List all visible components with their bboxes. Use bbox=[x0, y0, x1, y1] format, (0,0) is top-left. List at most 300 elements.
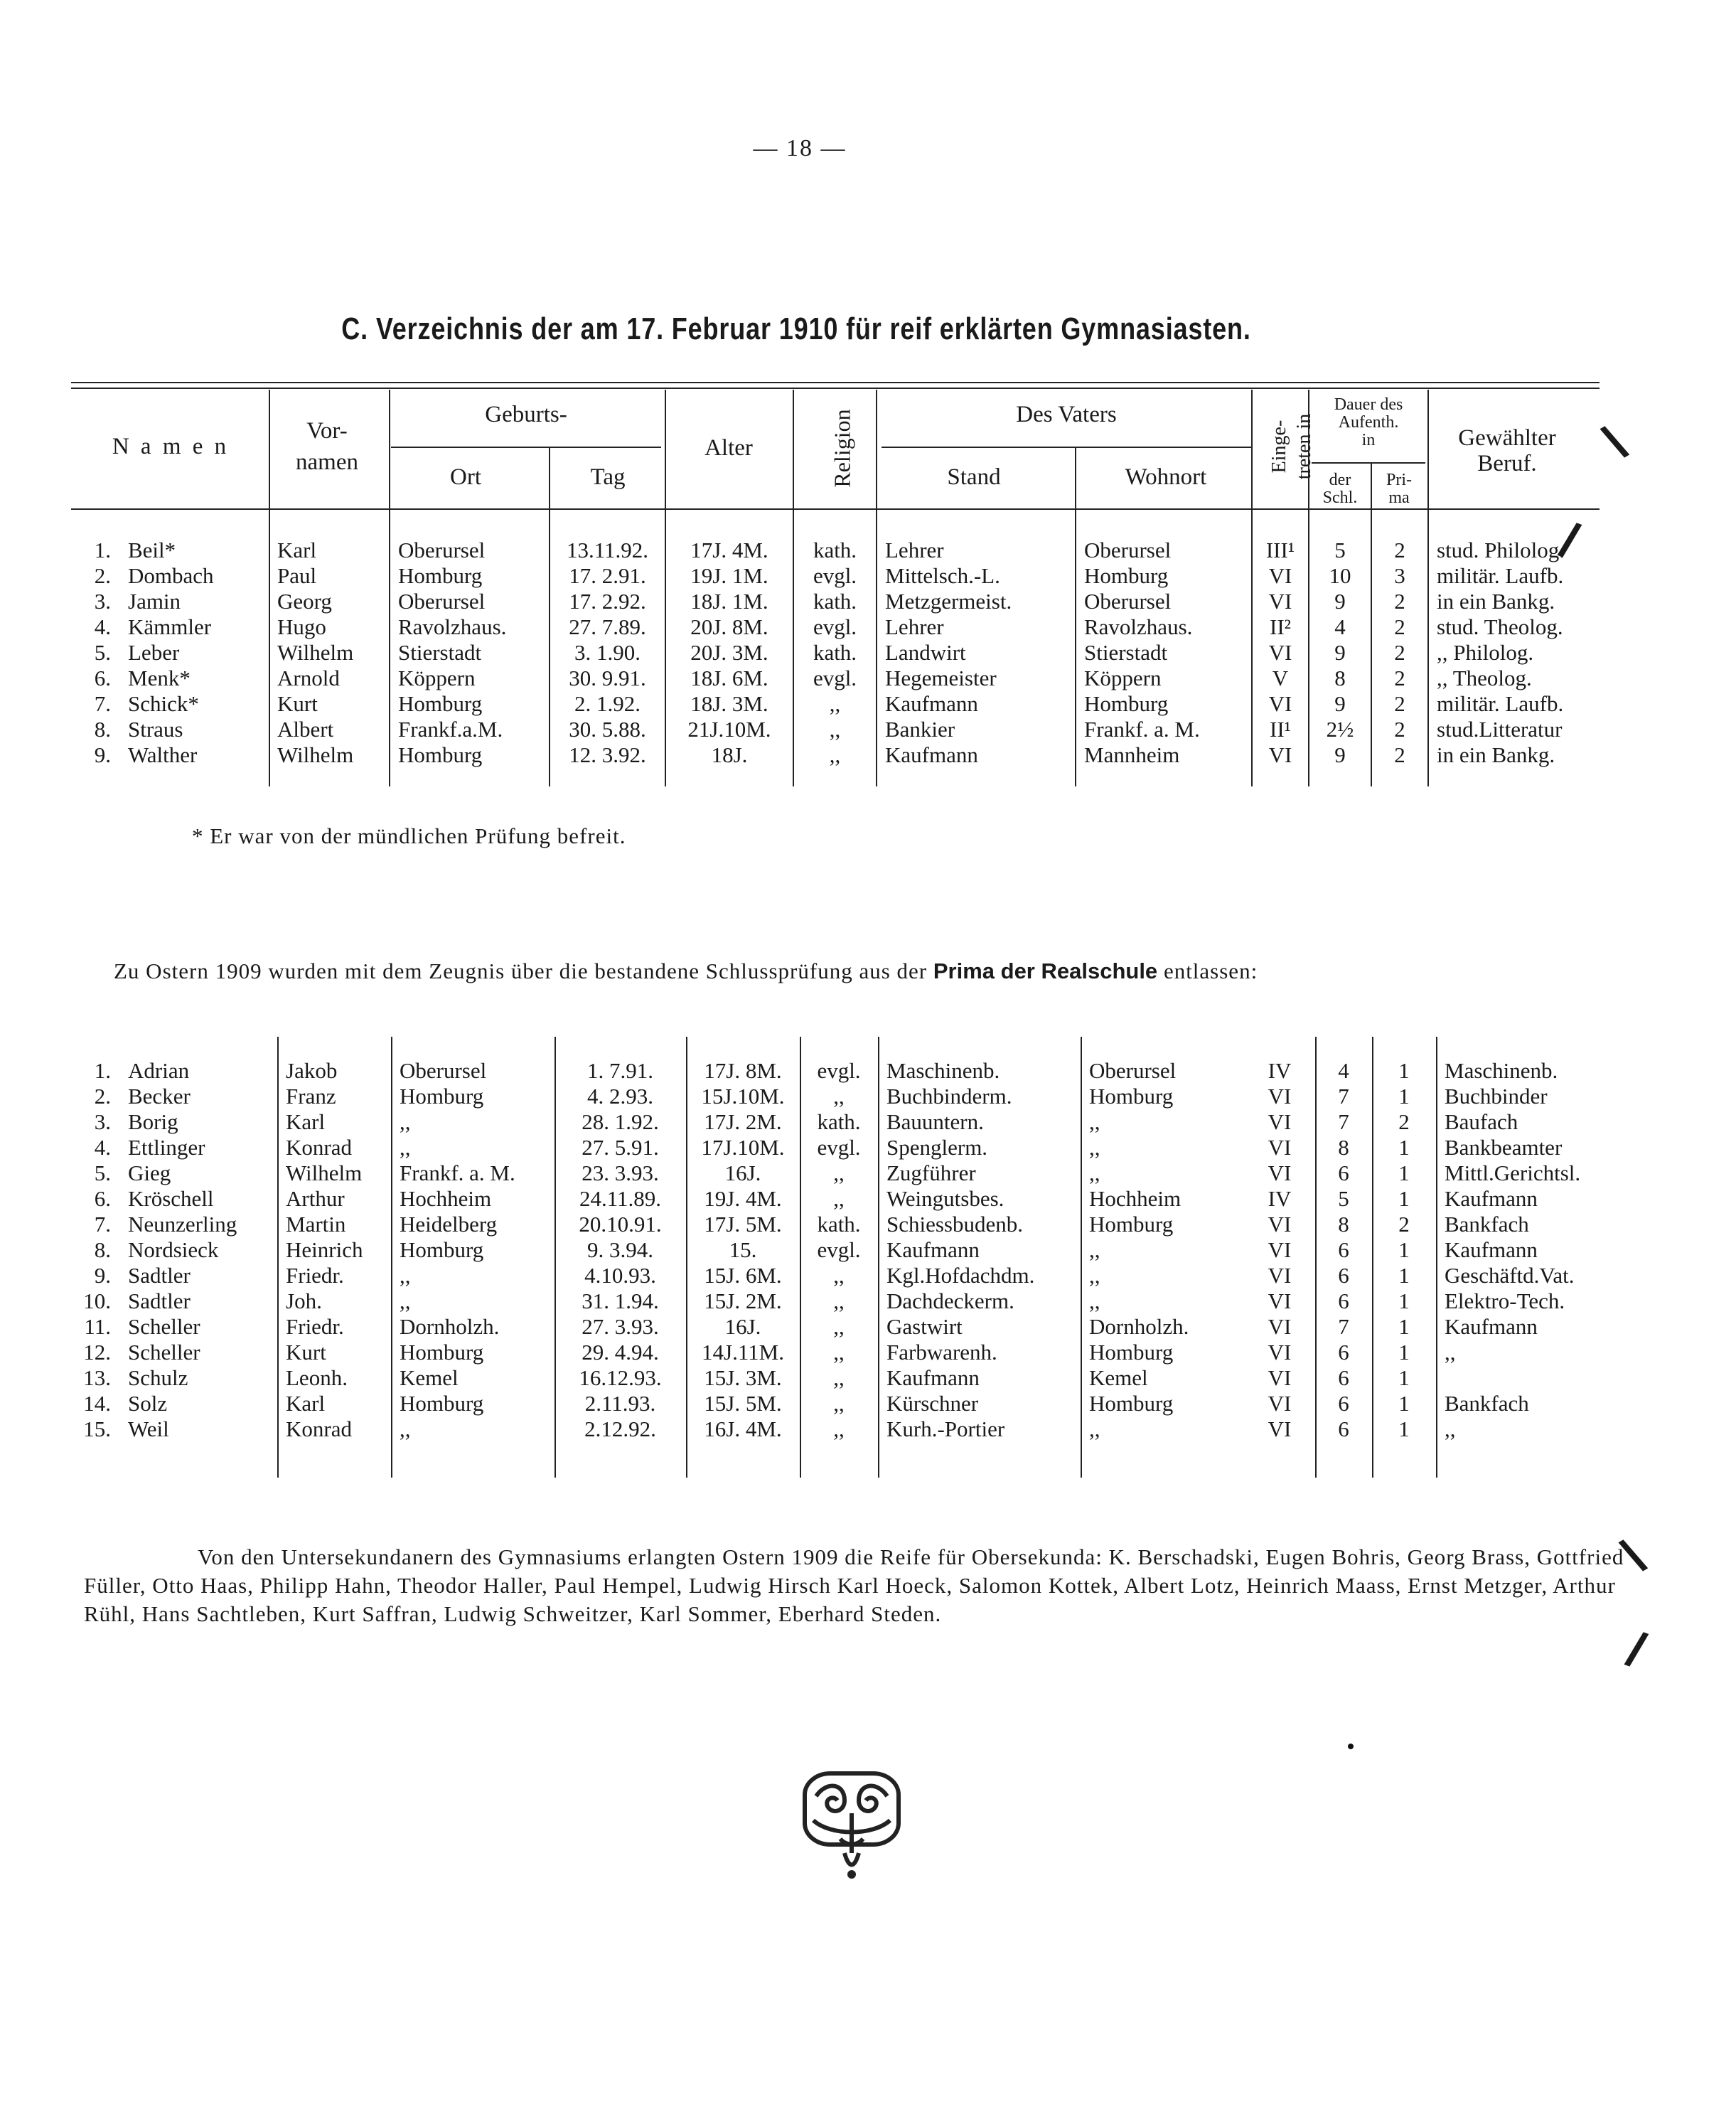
cell-name: Menk* bbox=[128, 666, 191, 690]
ostern-intro bbox=[114, 959, 1607, 984]
cell-name: Nordsieck bbox=[128, 1237, 219, 1262]
cell-alter: 15J. 5M. bbox=[704, 1391, 782, 1416]
cell-prima: 1 bbox=[1398, 1263, 1410, 1288]
cell-ort: ,, bbox=[400, 1416, 411, 1441]
cell-vorname: Karl bbox=[277, 538, 317, 562]
cell-wohnort: Frankf. a. M. bbox=[1084, 717, 1200, 742]
cell-prima: 2 bbox=[1394, 538, 1405, 562]
geburts-sub-rule bbox=[391, 447, 661, 448]
cell-name: Scheller bbox=[128, 1340, 200, 1365]
cell-vorname: Arthur bbox=[286, 1186, 345, 1211]
cell-name: Sadtler bbox=[128, 1263, 191, 1288]
header-prima-2: ma bbox=[1388, 489, 1410, 507]
cell-beruf: Geschäftd.Vat. bbox=[1445, 1263, 1575, 1288]
cell-nr: 1. bbox=[94, 1058, 111, 1083]
cell-prima: 2 bbox=[1394, 717, 1405, 742]
cell-ort: Homburg bbox=[398, 563, 483, 588]
cell-vorname: Kurt bbox=[277, 691, 318, 716]
cell-beruf: Baufach bbox=[1445, 1109, 1518, 1134]
cell-beruf: Maschinenb. bbox=[1445, 1058, 1558, 1083]
cell-nr: 3. bbox=[94, 1109, 111, 1134]
cell-alter: 16J. bbox=[724, 1314, 761, 1339]
cell-beruf: Kaufmann bbox=[1445, 1186, 1538, 1211]
cell-prima: 1 bbox=[1398, 1186, 1410, 1211]
cell-eingetreten: VI bbox=[1268, 1340, 1292, 1365]
table-row bbox=[77, 1160, 1600, 1186]
table-row bbox=[77, 666, 1599, 691]
cell-tag: 17. 2.92. bbox=[569, 589, 646, 614]
cell-eingetreten: VI bbox=[1268, 1212, 1292, 1237]
cell-beruf: ,, Philolog. bbox=[1437, 640, 1534, 665]
margin-pencil-mark: \ bbox=[1595, 415, 1635, 470]
cell-wohnort: ,, bbox=[1089, 1263, 1100, 1288]
cell-prima: 3 bbox=[1394, 563, 1405, 588]
cell-stand: Metzgermeist. bbox=[885, 589, 1012, 614]
cell-alter: 18J. bbox=[711, 742, 748, 767]
cell-nr: 6. bbox=[94, 666, 111, 690]
cell-schule: 4 bbox=[1338, 1058, 1349, 1083]
cell-vorname: Paul bbox=[277, 563, 317, 588]
ostern-intro-after: entlassen: bbox=[1157, 959, 1258, 983]
cell-tag: 1. 7.91. bbox=[587, 1058, 653, 1083]
cell-eingetreten: II² bbox=[1270, 614, 1291, 639]
cell-name: Scheller bbox=[128, 1314, 200, 1339]
cell-stand: Spenglerm. bbox=[886, 1135, 988, 1160]
cell-eingetreten: VI bbox=[1268, 1314, 1292, 1339]
cell-name: Dombach bbox=[128, 563, 214, 588]
cell-wohnort: Ravolzhaus. bbox=[1084, 614, 1193, 639]
cell-schule: 7 bbox=[1338, 1084, 1349, 1109]
cell-name: Schulz bbox=[128, 1365, 188, 1390]
cell-ort: Stierstadt bbox=[398, 640, 482, 665]
table-row bbox=[77, 1288, 1600, 1314]
cell-tag: 31. 1.94. bbox=[582, 1288, 659, 1313]
cell-wohnort: ,, bbox=[1089, 1288, 1100, 1313]
cell-eingetreten: VI bbox=[1268, 1160, 1292, 1185]
cell-vorname: Franz bbox=[286, 1084, 336, 1109]
cell-beruf: in ein Bankg. bbox=[1437, 742, 1555, 767]
header-dauer-3: in bbox=[1361, 431, 1376, 449]
cell-wohnort: ,, bbox=[1089, 1237, 1100, 1262]
cell-wohnort: Homburg bbox=[1089, 1084, 1174, 1109]
cell-wohnort: Homburg bbox=[1084, 563, 1169, 588]
cell-prima: 2 bbox=[1394, 614, 1405, 639]
cell-wohnort: Oberursel bbox=[1089, 1058, 1177, 1083]
cell-tag: 27. 7.89. bbox=[569, 614, 646, 639]
cell-nr: 11. bbox=[84, 1314, 111, 1339]
cell-religion: ,, bbox=[833, 1416, 845, 1441]
cell-eingetreten: VI bbox=[1268, 1135, 1292, 1160]
cell-prima: 2 bbox=[1394, 640, 1405, 665]
cell-schule: 9 bbox=[1334, 691, 1346, 716]
header-vornamen-1: Vor- bbox=[306, 418, 348, 444]
cell-schule: 10 bbox=[1329, 563, 1351, 588]
cell-beruf: militär. Laufb. bbox=[1437, 563, 1564, 588]
closing-paragraph bbox=[84, 1543, 1627, 1628]
cell-schule: 6 bbox=[1338, 1365, 1349, 1390]
cell-alter: 17J. 8M. bbox=[704, 1058, 782, 1083]
cell-wohnort: ,, bbox=[1089, 1109, 1100, 1134]
cell-tag: 4. 2.93. bbox=[587, 1084, 653, 1109]
cell-ort: Heidelberg bbox=[400, 1212, 498, 1237]
cell-wohnort: Stierstadt bbox=[1084, 640, 1168, 665]
ink-dot bbox=[1348, 1744, 1354, 1749]
cell-schule: 9 bbox=[1334, 640, 1346, 665]
cell-ort: Kemel bbox=[400, 1365, 459, 1390]
cell-beruf: Kaufmann bbox=[1445, 1237, 1538, 1262]
header-namen: N a m e n bbox=[112, 434, 230, 459]
cell-beruf: ,, Theolog. bbox=[1437, 666, 1532, 690]
cell-religion: ,, bbox=[833, 1084, 845, 1109]
header-prima-1: Pri- bbox=[1386, 471, 1412, 489]
cell-ort: Dornholzh. bbox=[400, 1314, 500, 1339]
cell-alter: 14J.11M. bbox=[702, 1340, 784, 1365]
header-der-schl-1: der bbox=[1329, 471, 1351, 489]
cell-name: Schick* bbox=[128, 691, 199, 716]
cell-eingetreten: VI bbox=[1268, 563, 1292, 588]
cell-alter: 15J.10M. bbox=[701, 1084, 785, 1109]
realschueler-table bbox=[77, 1058, 1600, 1442]
cell-tag: 28. 1.92. bbox=[582, 1109, 659, 1134]
cell-religion: ,, bbox=[833, 1365, 845, 1390]
cell-wohnort: Homburg bbox=[1089, 1340, 1174, 1365]
cell-religion: kath. bbox=[813, 640, 857, 665]
cell-ort: Frankf. a. M. bbox=[400, 1160, 515, 1185]
cell-stand: Kaufmann bbox=[886, 1365, 980, 1390]
cell-prima: 1 bbox=[1398, 1340, 1410, 1365]
margin-pencil-mark: \ bbox=[1613, 1528, 1654, 1584]
cell-alter: 15J. 3M. bbox=[704, 1365, 782, 1390]
cell-alter: 17J. 4M. bbox=[690, 538, 768, 562]
cell-ort: Homburg bbox=[398, 691, 483, 716]
cell-nr: 2. bbox=[94, 563, 111, 588]
cell-name: Walther bbox=[128, 742, 198, 767]
cell-religion: ,, bbox=[833, 1391, 845, 1416]
closing-paragraph-text: Von den Untersekundanern des Gymnasiums erlangten Ostern 1909 die Reife für Obersekunda: K. Berschadski, Eugen Bohris, Georg Brass, Gottfried Füller, Otto Haas, Philipp Hahn, Theodor Haller, Paul Hempel, Ludwig Hirsch Karl Hoeck, Salomon Kottek, Albert Lotz, Heinrich Maass, Ernst Metzger, Arthur Rühl, Hans Sachtleben, Kurt Saffran, Ludwig Schweitzer, Karl Sommer, Eberhard Steden. bbox=[84, 1544, 1624, 1626]
cell-religion: ,, bbox=[833, 1160, 845, 1185]
margin-pencil-mark: / bbox=[1620, 1621, 1653, 1678]
cell-wohnort: Homburg bbox=[1089, 1391, 1174, 1416]
cell-religion: kath. bbox=[817, 1212, 861, 1237]
cell-name: Adrian bbox=[128, 1058, 190, 1083]
cell-alter: 15. bbox=[729, 1237, 757, 1262]
cell-eingetreten: VI bbox=[1268, 1084, 1292, 1109]
cell-name: Borig bbox=[128, 1109, 178, 1134]
table-row bbox=[77, 563, 1599, 589]
table-top-rule bbox=[71, 382, 1600, 383]
cell-beruf: Elektro-Tech. bbox=[1445, 1288, 1565, 1313]
cell-beruf: ,, bbox=[1445, 1416, 1456, 1441]
cell-nr: 8. bbox=[94, 1237, 111, 1262]
cell-name: Kröschell bbox=[128, 1186, 214, 1211]
header-des-vaters: Des Vaters bbox=[1016, 402, 1117, 427]
cell-prima: 1 bbox=[1398, 1135, 1410, 1160]
cell-schule: 7 bbox=[1338, 1314, 1349, 1339]
cell-name: Leber bbox=[128, 640, 180, 665]
cell-tag: 20.10.91. bbox=[579, 1212, 662, 1237]
cell-schule: 8 bbox=[1338, 1135, 1349, 1160]
table-row bbox=[77, 1416, 1600, 1442]
cell-vorname: Leonh. bbox=[286, 1365, 348, 1390]
table-row bbox=[77, 589, 1599, 614]
cell-nr: 8. bbox=[94, 717, 111, 742]
cell-religion: evgl. bbox=[817, 1237, 861, 1262]
cell-name: Gieg bbox=[128, 1160, 171, 1185]
cell-nr: 5. bbox=[94, 1160, 111, 1185]
cell-wohnort: Oberursel bbox=[1084, 538, 1172, 562]
header-eingetreten-2: treten in bbox=[1293, 413, 1315, 480]
table-row bbox=[77, 717, 1599, 742]
cell-alter: 17J. 5M. bbox=[704, 1212, 782, 1237]
cell-prima: 2 bbox=[1398, 1109, 1410, 1134]
header-beruf-1: Gewählter bbox=[1458, 425, 1556, 451]
cell-tag: 27. 5.91. bbox=[582, 1135, 659, 1160]
cell-vorname: Kurt bbox=[286, 1340, 326, 1365]
cell-stand: Hegemeister bbox=[885, 666, 997, 690]
table-row bbox=[77, 1058, 1600, 1084]
cell-name: Kämmler bbox=[128, 614, 212, 639]
cell-ort: Homburg bbox=[400, 1391, 484, 1416]
cell-prima: 1 bbox=[1398, 1365, 1410, 1390]
cell-nr: 7. bbox=[94, 1212, 111, 1237]
header-dauer-2: Aufenth. bbox=[1338, 413, 1399, 432]
cell-alter: 20J. 3M. bbox=[690, 640, 768, 665]
cell-stand: Lehrer bbox=[885, 614, 944, 639]
cell-eingetreten: V bbox=[1272, 666, 1289, 690]
cell-ort: ,, bbox=[400, 1135, 411, 1160]
cell-stand: Kaufmann bbox=[885, 742, 978, 767]
cell-schule: 5 bbox=[1334, 538, 1346, 562]
cell-religion: evgl. bbox=[817, 1135, 861, 1160]
cell-beruf: Bankfach bbox=[1445, 1212, 1529, 1237]
cell-schule: 6 bbox=[1338, 1263, 1349, 1288]
cell-alter: 21J.10M. bbox=[687, 717, 771, 742]
cell-schule: 6 bbox=[1338, 1160, 1349, 1185]
gymnasiasten-table bbox=[77, 538, 1599, 768]
cell-beruf: stud.Litteratur bbox=[1437, 717, 1563, 742]
cell-prima: 1 bbox=[1398, 1288, 1410, 1313]
header-tag: Tag bbox=[590, 464, 626, 490]
cell-ort: ,, bbox=[400, 1288, 411, 1313]
cell-wohnort: Dornholzh. bbox=[1089, 1314, 1189, 1339]
cell-nr: 13. bbox=[83, 1365, 111, 1390]
cell-religion: ,, bbox=[829, 742, 841, 767]
header-vornamen-2: namen bbox=[296, 449, 358, 475]
cell-tag: 16.12.93. bbox=[579, 1365, 662, 1390]
cell-nr: 4. bbox=[94, 614, 111, 639]
cell-ort: ,, bbox=[400, 1109, 411, 1134]
cell-alter: 16J. bbox=[724, 1160, 761, 1185]
cell-prima: 2 bbox=[1394, 742, 1405, 767]
cell-alter: 19J. 1M. bbox=[690, 563, 768, 588]
margin-pencil-mark: / bbox=[1553, 512, 1586, 569]
cell-religion: ,, bbox=[833, 1288, 845, 1313]
header-geburts: Geburts- bbox=[485, 402, 567, 427]
cell-alter: 17J. 2M. bbox=[704, 1109, 782, 1134]
cell-nr: 2. bbox=[94, 1084, 111, 1109]
cell-stand: Bauuntern. bbox=[886, 1109, 984, 1134]
table-row bbox=[77, 1237, 1600, 1263]
cell-ort: Frankf.a.M. bbox=[398, 717, 503, 742]
cell-schule: 2½ bbox=[1326, 717, 1354, 742]
cell-name: Ettlinger bbox=[128, 1135, 205, 1160]
cell-religion: ,, bbox=[833, 1263, 845, 1288]
ostern-intro-before: Zu Ostern 1909 wurden mit dem Zeugnis über die bestandene Schlussprüfung aus der bbox=[114, 959, 933, 983]
cell-vorname: Friedr. bbox=[286, 1263, 344, 1288]
cell-ort: Hochheim bbox=[400, 1186, 492, 1211]
cell-wohnort: Mannheim bbox=[1084, 742, 1180, 767]
cell-prima: 2 bbox=[1394, 666, 1405, 690]
cell-schule: 6 bbox=[1338, 1237, 1349, 1262]
cell-prima: 1 bbox=[1398, 1314, 1410, 1339]
cell-wohnort: ,, bbox=[1089, 1135, 1100, 1160]
table-row bbox=[77, 1263, 1600, 1288]
cell-vorname: Joh. bbox=[286, 1288, 322, 1313]
cell-tag: 3. 1.90. bbox=[574, 640, 641, 665]
cell-stand: Bankier bbox=[885, 717, 955, 742]
cell-beruf: Bankfach bbox=[1445, 1391, 1529, 1416]
cell-tag: 4.10.93. bbox=[584, 1263, 656, 1288]
cell-alter: 16J. 4M. bbox=[704, 1416, 782, 1441]
table-row bbox=[77, 1109, 1600, 1135]
cell-tag: 2. 1.92. bbox=[574, 691, 641, 716]
cell-tag: 2.11.93. bbox=[584, 1391, 656, 1416]
cell-tag: 24.11.89. bbox=[579, 1186, 662, 1211]
cell-stand: Landwirt bbox=[885, 640, 966, 665]
page-number: — 18 — bbox=[753, 135, 847, 161]
cell-schule: 6 bbox=[1338, 1288, 1349, 1313]
cell-prima: 1 bbox=[1398, 1160, 1410, 1185]
cell-wohnort: ,, bbox=[1089, 1416, 1100, 1441]
cell-name: Straus bbox=[128, 717, 183, 742]
cell-prima: 1 bbox=[1398, 1237, 1410, 1262]
cell-schule: 6 bbox=[1338, 1340, 1349, 1365]
cell-eingetreten: VI bbox=[1268, 1263, 1292, 1288]
cell-prima: 1 bbox=[1398, 1416, 1410, 1441]
cell-religion: kath. bbox=[813, 589, 857, 614]
cell-wohnort: Homburg bbox=[1084, 691, 1169, 716]
cell-ort: Homburg bbox=[400, 1340, 484, 1365]
cell-religion: ,, bbox=[829, 691, 841, 716]
cell-religion: ,, bbox=[833, 1186, 845, 1211]
table-row bbox=[77, 1314, 1600, 1340]
cell-schule: 8 bbox=[1334, 666, 1346, 690]
cell-religion: kath. bbox=[813, 538, 857, 562]
cell-schule: 9 bbox=[1334, 589, 1346, 614]
cell-eingetreten: IV bbox=[1268, 1058, 1292, 1083]
cell-stand: Buchbinderm. bbox=[886, 1084, 1012, 1109]
cell-name: Beil* bbox=[128, 538, 176, 562]
cell-vorname: Arnold bbox=[277, 666, 340, 690]
header-alter: Alter bbox=[704, 435, 753, 461]
cell-stand: Kaufmann bbox=[886, 1237, 980, 1262]
cell-ort: ,, bbox=[400, 1263, 411, 1288]
cell-schule: 8 bbox=[1338, 1212, 1349, 1237]
cell-tag: 2.12.92. bbox=[584, 1416, 656, 1441]
cell-tag: 9. 3.94. bbox=[587, 1237, 653, 1262]
page-title: C. Verzeichnis der am 17. Februar 1910 für reif erklärten Gymnasiasten. bbox=[341, 311, 1251, 346]
cell-stand: Kürschner bbox=[886, 1391, 979, 1416]
cell-vorname: Karl bbox=[286, 1109, 326, 1134]
cell-wohnort: Kemel bbox=[1089, 1365, 1148, 1390]
cell-vorname: Albert bbox=[277, 717, 334, 742]
cell-nr: 15. bbox=[83, 1416, 111, 1441]
cell-schule: 9 bbox=[1334, 742, 1346, 767]
header-der-schl-2: Schl. bbox=[1322, 489, 1358, 507]
cell-tag: 23. 3.93. bbox=[582, 1160, 659, 1185]
cell-stand: Weingutsbes. bbox=[886, 1186, 1004, 1211]
cell-tag: 30. 5.88. bbox=[569, 717, 646, 742]
cell-nr: 4. bbox=[94, 1135, 111, 1160]
table-row bbox=[77, 742, 1599, 768]
cell-stand: Mittelsch.-L. bbox=[885, 563, 1000, 588]
cell-schule: 6 bbox=[1338, 1416, 1349, 1441]
table-row bbox=[77, 1391, 1600, 1416]
cell-vorname: Wilhelm bbox=[277, 742, 354, 767]
cell-beruf: Mittl.Gerichtsl. bbox=[1445, 1160, 1581, 1185]
cell-nr: 3. bbox=[94, 589, 111, 614]
table-row bbox=[77, 691, 1599, 717]
cell-vorname: Hugo bbox=[277, 614, 326, 639]
cell-stand: Kgl.Hofdachdm. bbox=[886, 1263, 1035, 1288]
cell-stand: Lehrer bbox=[885, 538, 944, 562]
cell-beruf: in ein Bankg. bbox=[1437, 589, 1555, 614]
cell-religion: ,, bbox=[833, 1314, 845, 1339]
cell-nr: 1. bbox=[94, 538, 111, 562]
cell-stand: Gastwirt bbox=[886, 1314, 963, 1339]
cell-wohnort: ,, bbox=[1089, 1160, 1100, 1185]
cell-eingetreten: VI bbox=[1268, 1416, 1292, 1441]
cell-name: Solz bbox=[128, 1391, 168, 1416]
cell-nr: 6. bbox=[94, 1186, 111, 1211]
header-religion: Religion bbox=[829, 409, 855, 488]
cell-eingetreten: VI bbox=[1268, 1365, 1292, 1390]
cell-prima: 2 bbox=[1394, 589, 1405, 614]
cell-religion: evgl. bbox=[817, 1058, 861, 1083]
cell-religion: evgl. bbox=[813, 666, 857, 690]
cell-stand: Kurh.-Portier bbox=[886, 1416, 1005, 1441]
cell-vorname: Heinrich bbox=[286, 1237, 363, 1262]
cell-ort: Oberursel bbox=[398, 589, 486, 614]
cell-prima: 2 bbox=[1398, 1212, 1410, 1237]
cell-name: Weil bbox=[128, 1416, 169, 1441]
header-eingetreten-1: Einge- bbox=[1268, 420, 1290, 474]
cell-nr: 9. bbox=[94, 742, 111, 767]
cell-nr: 9. bbox=[94, 1263, 111, 1288]
table-row bbox=[77, 614, 1599, 640]
cell-ort: Homburg bbox=[398, 742, 483, 767]
cell-tag: 13.11.92. bbox=[566, 538, 649, 562]
cell-eingetreten: VI bbox=[1268, 691, 1292, 716]
cell-tag: 27. 3.93. bbox=[582, 1314, 659, 1339]
cell-vorname: Wilhelm bbox=[286, 1160, 363, 1185]
header-wohnort: Wohnort bbox=[1125, 464, 1207, 490]
cell-alter: 15J. 6M. bbox=[704, 1263, 782, 1288]
table-row bbox=[77, 1212, 1600, 1237]
cell-tag: 29. 4.94. bbox=[582, 1340, 659, 1365]
cell-tag: 12. 3.92. bbox=[569, 742, 646, 767]
ostern-intro-bold: Prima der Realschule bbox=[933, 959, 1158, 983]
cell-name: Neunzerling bbox=[128, 1212, 237, 1237]
header-stand: Stand bbox=[947, 464, 1001, 490]
cell-beruf: militär. Laufb. bbox=[1437, 691, 1564, 716]
table-row bbox=[77, 538, 1599, 563]
cell-alter: 18J. 6M. bbox=[690, 666, 768, 690]
cell-eingetreten: VI bbox=[1268, 742, 1292, 767]
header-ort: Ort bbox=[450, 464, 481, 490]
cell-alter: 15J. 2M. bbox=[704, 1288, 782, 1313]
cell-vorname: Georg bbox=[277, 589, 332, 614]
